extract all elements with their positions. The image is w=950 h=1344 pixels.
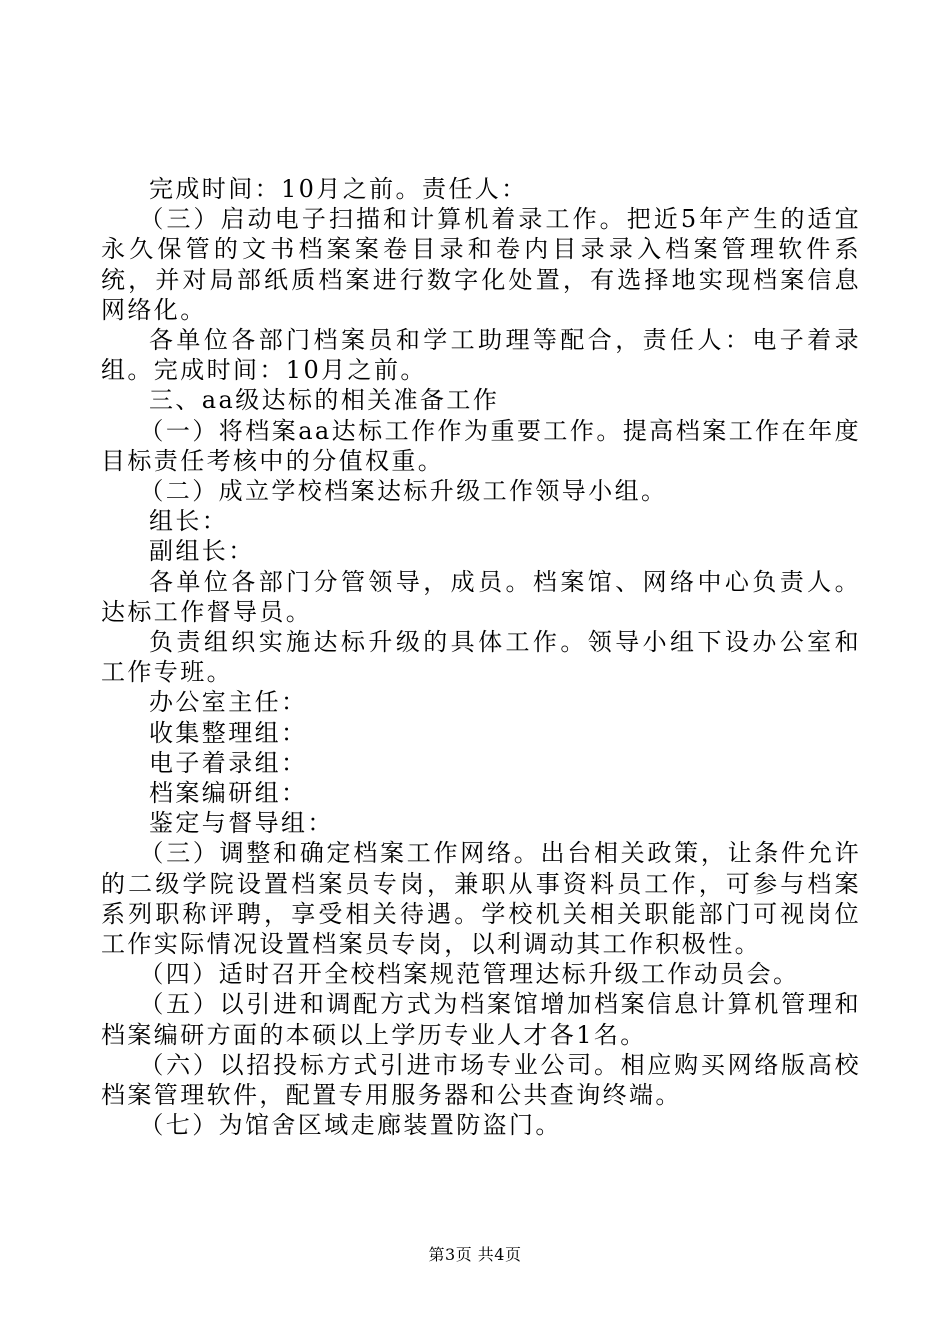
paragraph-item-6: （六）以招投标方式引进市场专业公司。相应购买网络版高校档案管理软件，配置专用服务器和公共查询终端。: [101, 1050, 861, 1110]
paragraph-completion-time: 完成时间：10月之前。责任人：: [149, 175, 528, 203]
page-number-footer: 第3页 共4页: [428, 1245, 522, 1264]
paragraph-item-3-network: （三）调整和确定档案工作网络。出台相关政策，让条件允许的二级学院设置档案员专岗，兼职从事资料员工作，可参与档案系列职称评聘，享受相关待遇。学校机关相关职能部门可视岗位工作实际情况设置档案员专岗，以利调动其工作积极性。: [101, 839, 861, 959]
paragraph-item-4: （四）适时召开全校档案规范管理达标升级工作动员会。: [139, 960, 800, 989]
document-body: [101, 174, 861, 1141]
section-heading-3: 三、aa级达标的相关准备工作: [149, 386, 500, 415]
paragraph-item-1: （一）将档案aa达标工作作为重要工作。提高档案工作在年度目标责任考核中的分值权重。: [101, 416, 861, 475]
paragraph-item-7: （七）为馆舍区域走廊装置防盗门。: [139, 1111, 562, 1140]
paragraph-editing-group: 档案编研组：: [149, 779, 308, 808]
paragraph-deputy-leader: 副组长：: [149, 537, 255, 566]
paragraph-office-director: 办公室主任：: [149, 688, 308, 717]
paragraph-electronic-group: 电子着录组：: [149, 748, 308, 777]
paragraph-members: 各单位各部门分管领导，成员。档案馆、网络中心负责人。达标工作督导员。: [101, 567, 861, 626]
paragraph-appraisal-group: 鉴定与督导组：: [149, 809, 334, 838]
paragraph-collection-group: 收集整理组：: [149, 718, 308, 747]
paragraph-group-leader: 组长：: [149, 507, 229, 536]
paragraph-coordination: 各单位各部门档案员和学工助理等配合，责任人：电子着录组。完成时间：10月之前。: [101, 326, 861, 385]
paragraph-item-3-electronic-scan: （三）启动电子扫描和计算机着录工作。把近5年产生的适宜永久保管的文书档案案卷目录和卷内目录录入档案管理软件系统，并对局部纸质档案进行数字化处置，有选择地实现档案信息网络化。: [101, 205, 861, 324]
paragraph-item-2: （二）成立学校档案达标升级工作领导小组。: [139, 477, 668, 506]
paragraph-responsibility: 负责组织实施达标升级的具体工作。领导小组下设办公室和工作专班。: [101, 628, 861, 687]
paragraph-item-5: （五）以引进和调配方式为档案馆增加档案信息计算机管理和档案编研方面的本硕以上学历专业人才各1名。: [101, 990, 861, 1049]
